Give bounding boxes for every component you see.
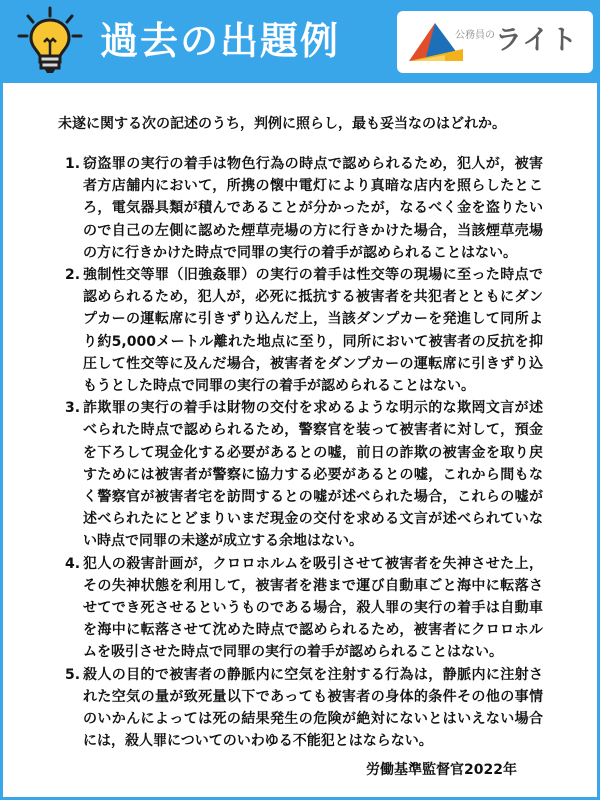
choice-item	[65, 553, 543, 664]
choice-text: 強制性交等罪（旧強姦罪）の実行の着手は性交等の現場に至った時点で認められるため，犯人が，必死に抵抗する被害者を共犯者とともにダンプカーの運転席に引きずり込んだ上，当該ダンプカーを発進して同所より約5,000メートル離れた地点に至り，同所において被害者の反抗を抑圧して性交等に及んだ場合，被害者をダンプカーの運転席に引きずり込もうとした時点で同罪の実行の着手が認められることはない。	[83, 267, 543, 395]
question-text: 未遂に関する次の記述のうち，判例に照らし，最も妥当なのはどれか。	[58, 116, 506, 132]
choice-item	[65, 664, 543, 753]
logo-mark-icon	[405, 17, 465, 67]
choice-text: 詐欺罪の実行の着手は財物の交付を求めるような明示的な欺罔文言が述べられた時点で認められるため，警察官を装って被害者に対して，預金を下ろして現金化する必要があるとの嘘，前日の詐欺の被害金を取り戻すためには被害者が警察に協力する必要があるとの嘘，これから間もなく警察官が被害者宅を訪問するとの嘘が述べられた場合，これらの嘘が述べられたにとどまりいまだ現金の交付を求める文言が述べられていない時点で同罪の未遂が成立する余地はない。	[83, 400, 543, 550]
choice-item	[65, 153, 543, 264]
lightbulb-icon	[16, 6, 84, 76]
choice-number: 5.	[65, 666, 81, 683]
choice-list	[65, 153, 543, 752]
choice-number: 4.	[65, 555, 81, 572]
exam-source: 労働基準監督官2022年	[366, 762, 517, 778]
choice-text: 窃盗罪の実行の着手は物色行為の時点で認められるため，犯人が，被害者方店舗内において，所携の懐中電灯により真暗な店内を照らしたところ，電気器具類が積んであることが分かったが，なるべく金を盗りたいので自己の左側に認めた煙草売場の方に行きかけた場合，当該煙草売場の方に行きかけた時点で同罪の実行の着手が認められることはない。	[83, 156, 543, 261]
logo-name: ライト	[495, 25, 579, 56]
page-title: 過去の出題例	[100, 19, 341, 63]
logo-subtitle: 公務員の	[455, 30, 495, 41]
header-banner	[0, 0, 600, 83]
logo	[397, 11, 593, 73]
choice-text: 犯人の殺害計画が，クロロホルムを吸引させて被害者を失神させた上，その失神状態を利用して，被害者を港まで運び自動車ごと海中に転落させてでき死させるというものである場合，殺人罪の実行の着手は自動車を海中に転落させて沈めた時点で認められるため，被害者にクロロホルムを吸引させた時点で同罪の実行の着手が認められることはない。	[83, 555, 543, 661]
choice-item	[65, 397, 543, 552]
choice-number: 1.	[65, 156, 81, 172]
choice-number: 3.	[65, 400, 81, 417]
question-panel	[0, 83, 600, 800]
choice-number: 2.	[65, 267, 81, 284]
choice-text: 殺人の目的で被害者の静脈内に空気を注射する行為は，静脈内に注射された空気の量が致死量以下であっても被害者の身体的条件その他の事情のいかんによっては死の結果発生の危険が絶対にないとはいえない場合には，殺人罪についてのいわゆる不能犯とはならない。	[83, 666, 543, 750]
choice-item	[65, 264, 543, 397]
